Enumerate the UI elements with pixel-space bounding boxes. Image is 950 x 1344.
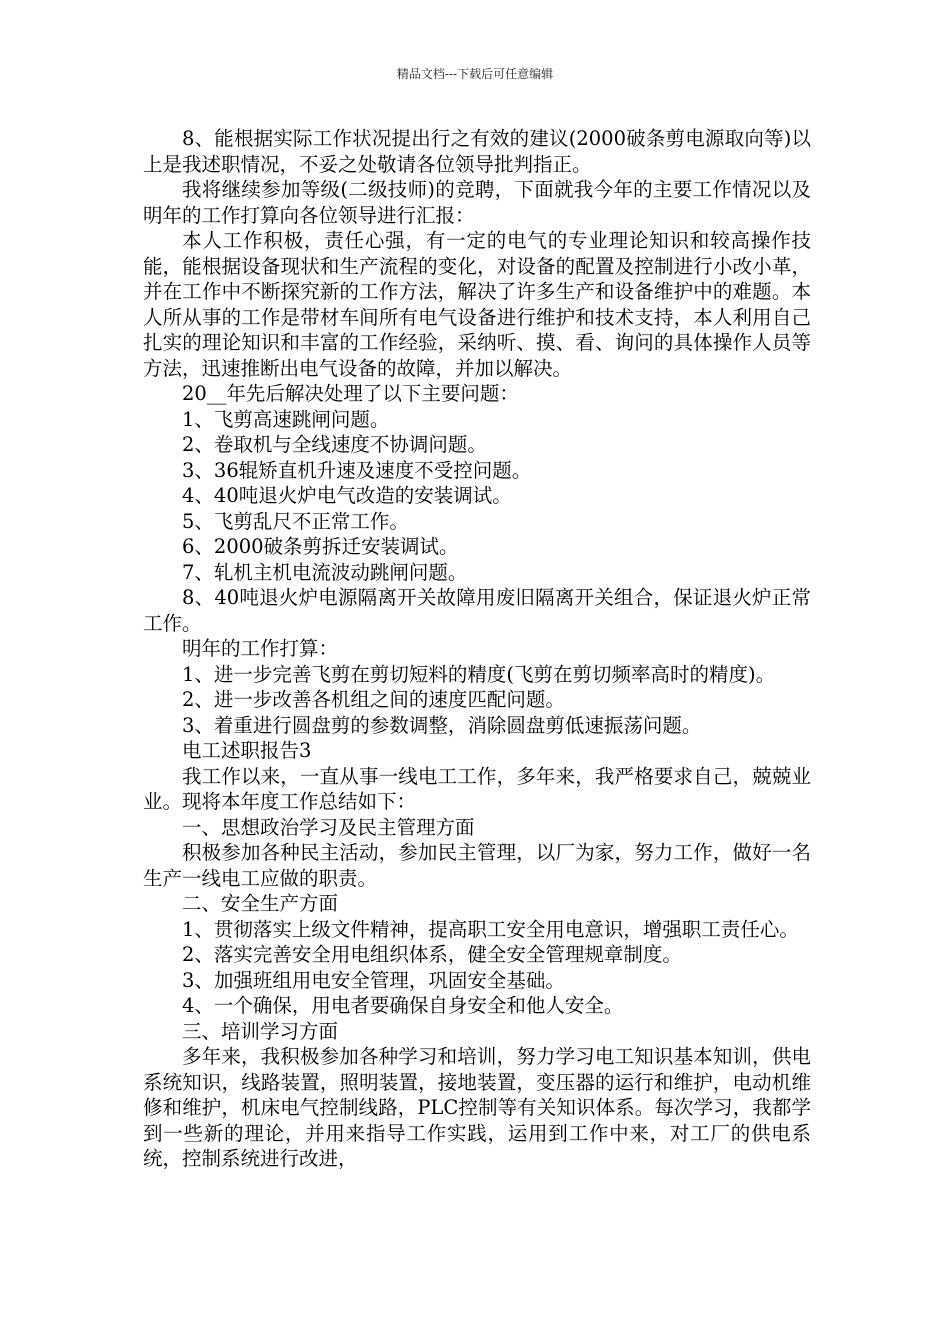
paragraph: 多年来，我积极参加各种学习和培训，努力学习电工知识基本知训，供电系统知识，线路装置，照明装置，接地装置，变压器的运行和维护，电动机维修和维护，机床电气控制线路，PLC控制等有关知识体系。每次学习，我都学到一些新的理论，并用来指导工作实践，运用到工作中来，对工厂的供电系统，控制系统进行改进， [143, 1045, 811, 1170]
list-item: 6、2000破条剪拆迁安装调试。 [182, 535, 459, 558]
paragraph: 8、能根据实际工作状况提出行之有效的建议(2000破条剪电源取向等)以上是我述职情况，不妥之处敬请各位领导批判指正。 [143, 127, 811, 176]
list-item: 7、轧机主机电流波动跳闸问题。 [182, 560, 468, 584]
document-body [143, 126, 811, 1172]
paragraph: 20__年先后解决处理了以下主要问题： [182, 382, 519, 405]
paragraph: 我将继续参加等级(二级技师)的竞聘，下面就我今年的主要工作情况以及明年的工作打算向各位领导进行汇报： [143, 178, 811, 227]
list-item: 3、36辊矫直机升速及速度不受控问题。 [182, 458, 532, 482]
list-item: 4、一个确保，用电者要确保自身安全和他人安全。 [182, 994, 624, 1017]
paragraph: 积极参加各种民主活动，参加民主管理，以厂为家，努力工作，做好一名生产一线电工应做的职责。 [143, 841, 811, 890]
list-item: 4、40吨退火炉电气改造的安装调试。 [182, 484, 512, 507]
section-heading: 二、安全生产方面 [182, 892, 339, 915]
paragraph: 本人工作积极，责任心强，有一定的电气的专业理论知识和较高操作技能，能根据设备现状和生产流程的变化，对设备的配置及控制进行小改小革，并在工作中不断探究新的工作方法，解决了许多生产和设备维护中的难题。本人所从事的工作是带材车间所有电气设备进行维护和技术支持，本人利用自己扎实的理论知识和丰富的工作经验，采纳听、摸、看、询问的具体操作人员等方法，迅速推断出电气设备的故障，并加以解决。 [143, 229, 811, 380]
list-item: 2、进一步改善各机组之间的速度匹配问题。 [182, 688, 565, 711]
list-item: 5、飞剪乱尺不正常工作。 [182, 509, 409, 533]
section-heading: 一、思想政治学习及民主管理方面 [182, 815, 475, 839]
list-item: 2、落实完善安全用电组织体系，健全安全管理规章制度。 [182, 943, 682, 966]
list-item: 1、进一步完善飞剪在剪切短料的精度(飞剪在剪切频率高时的精度)。 [182, 662, 776, 686]
section-title: 电工述职报告3 [182, 739, 312, 762]
list-item: 1、贯彻落实上级文件精神，提高职工安全用电意识，增强职工责任心。 [182, 917, 799, 941]
list-item: 3、加强班组用电安全管理，巩固安全基础。 [182, 968, 565, 992]
list-item: 2、卷取机与全线速度不协调问题。 [182, 433, 487, 456]
list-item: 3、着重进行圆盘剪的参数调整，消除圆盘剪低速振荡问题。 [182, 713, 702, 737]
list-item: 8、40吨退火炉电源隔离开关故障用废旧隔离开关组合，保证退火炉正常工作。 [143, 586, 811, 635]
page-header: 精品文档---下载后可任意编辑 [396, 67, 554, 81]
paragraph: 我工作以来，一直从事一线电工工作，多年来，我严格要求自己，兢兢业业。现将本年度工作总结如下： [143, 764, 811, 813]
list-item: 1、飞剪高速跳闸问题。 [182, 407, 390, 431]
section-heading: 三、培训学习方面 [182, 1019, 339, 1043]
paragraph: 明年的工作打算： [182, 637, 339, 660]
